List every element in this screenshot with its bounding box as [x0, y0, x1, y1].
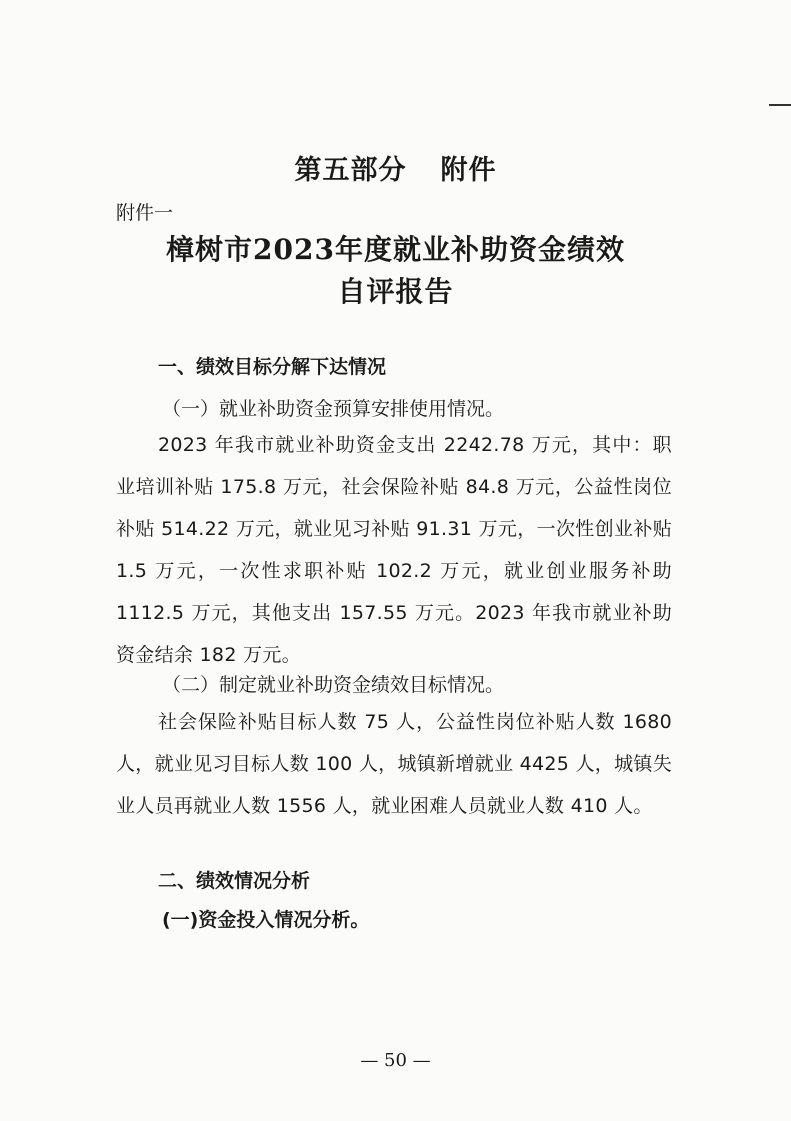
page-edge-mark [769, 104, 791, 106]
document-title-line-2: 自评报告 [337, 275, 454, 308]
section-2-heading: 二、绩效情况分析 [158, 870, 311, 892]
section-2-sub-1-title: (一)资金投入情况分析。 [162, 909, 370, 931]
section-1-sub-1-title: （一）就业补助资金预算安排使用情况。 [162, 398, 505, 420]
section-1-sub-2-body: 社会保险补贴目标人数 75 人，公益性岗位补贴人数 1680 人，就业见习目标人数 100 人，城镇新增就业 4425 人，城镇失业人员再就业人数 1556 人，就业困难人员就业人数 410 人。 [116, 711, 672, 817]
part-title [0, 148, 791, 187]
part-title-main: 第五部分 [294, 155, 407, 186]
section-1-sub-2-title: （二）制定就业补助资金绩效目标情况。 [162, 674, 505, 696]
document-title-line-1: 樟树市2023年度就业补助资金绩效 [166, 233, 625, 266]
attachment-label: 附件一 [116, 202, 174, 224]
page-number: — 50 — [360, 1050, 431, 1071]
section-1-heading: 一、绩效目标分解下达情况 [158, 356, 387, 378]
part-title-sub: 附件 [440, 155, 497, 186]
section-1-sub-1-body: 2023 年我市就业补助资金支出 2242.78 万元，其中：职业培训补贴 175.8 万元，社会保险补贴 84.8 万元，公益性岗位补贴 514.22 万元，就业见习补贴 91.31 万元，一次性创业补贴 1.5 万元，一次性求职补贴 102.2 万元，就业创业服务补助 1112.5 万元，其他支出 157.55 万元。2023 年我市就业补助资金结余 182 万元。 [116, 434, 672, 666]
